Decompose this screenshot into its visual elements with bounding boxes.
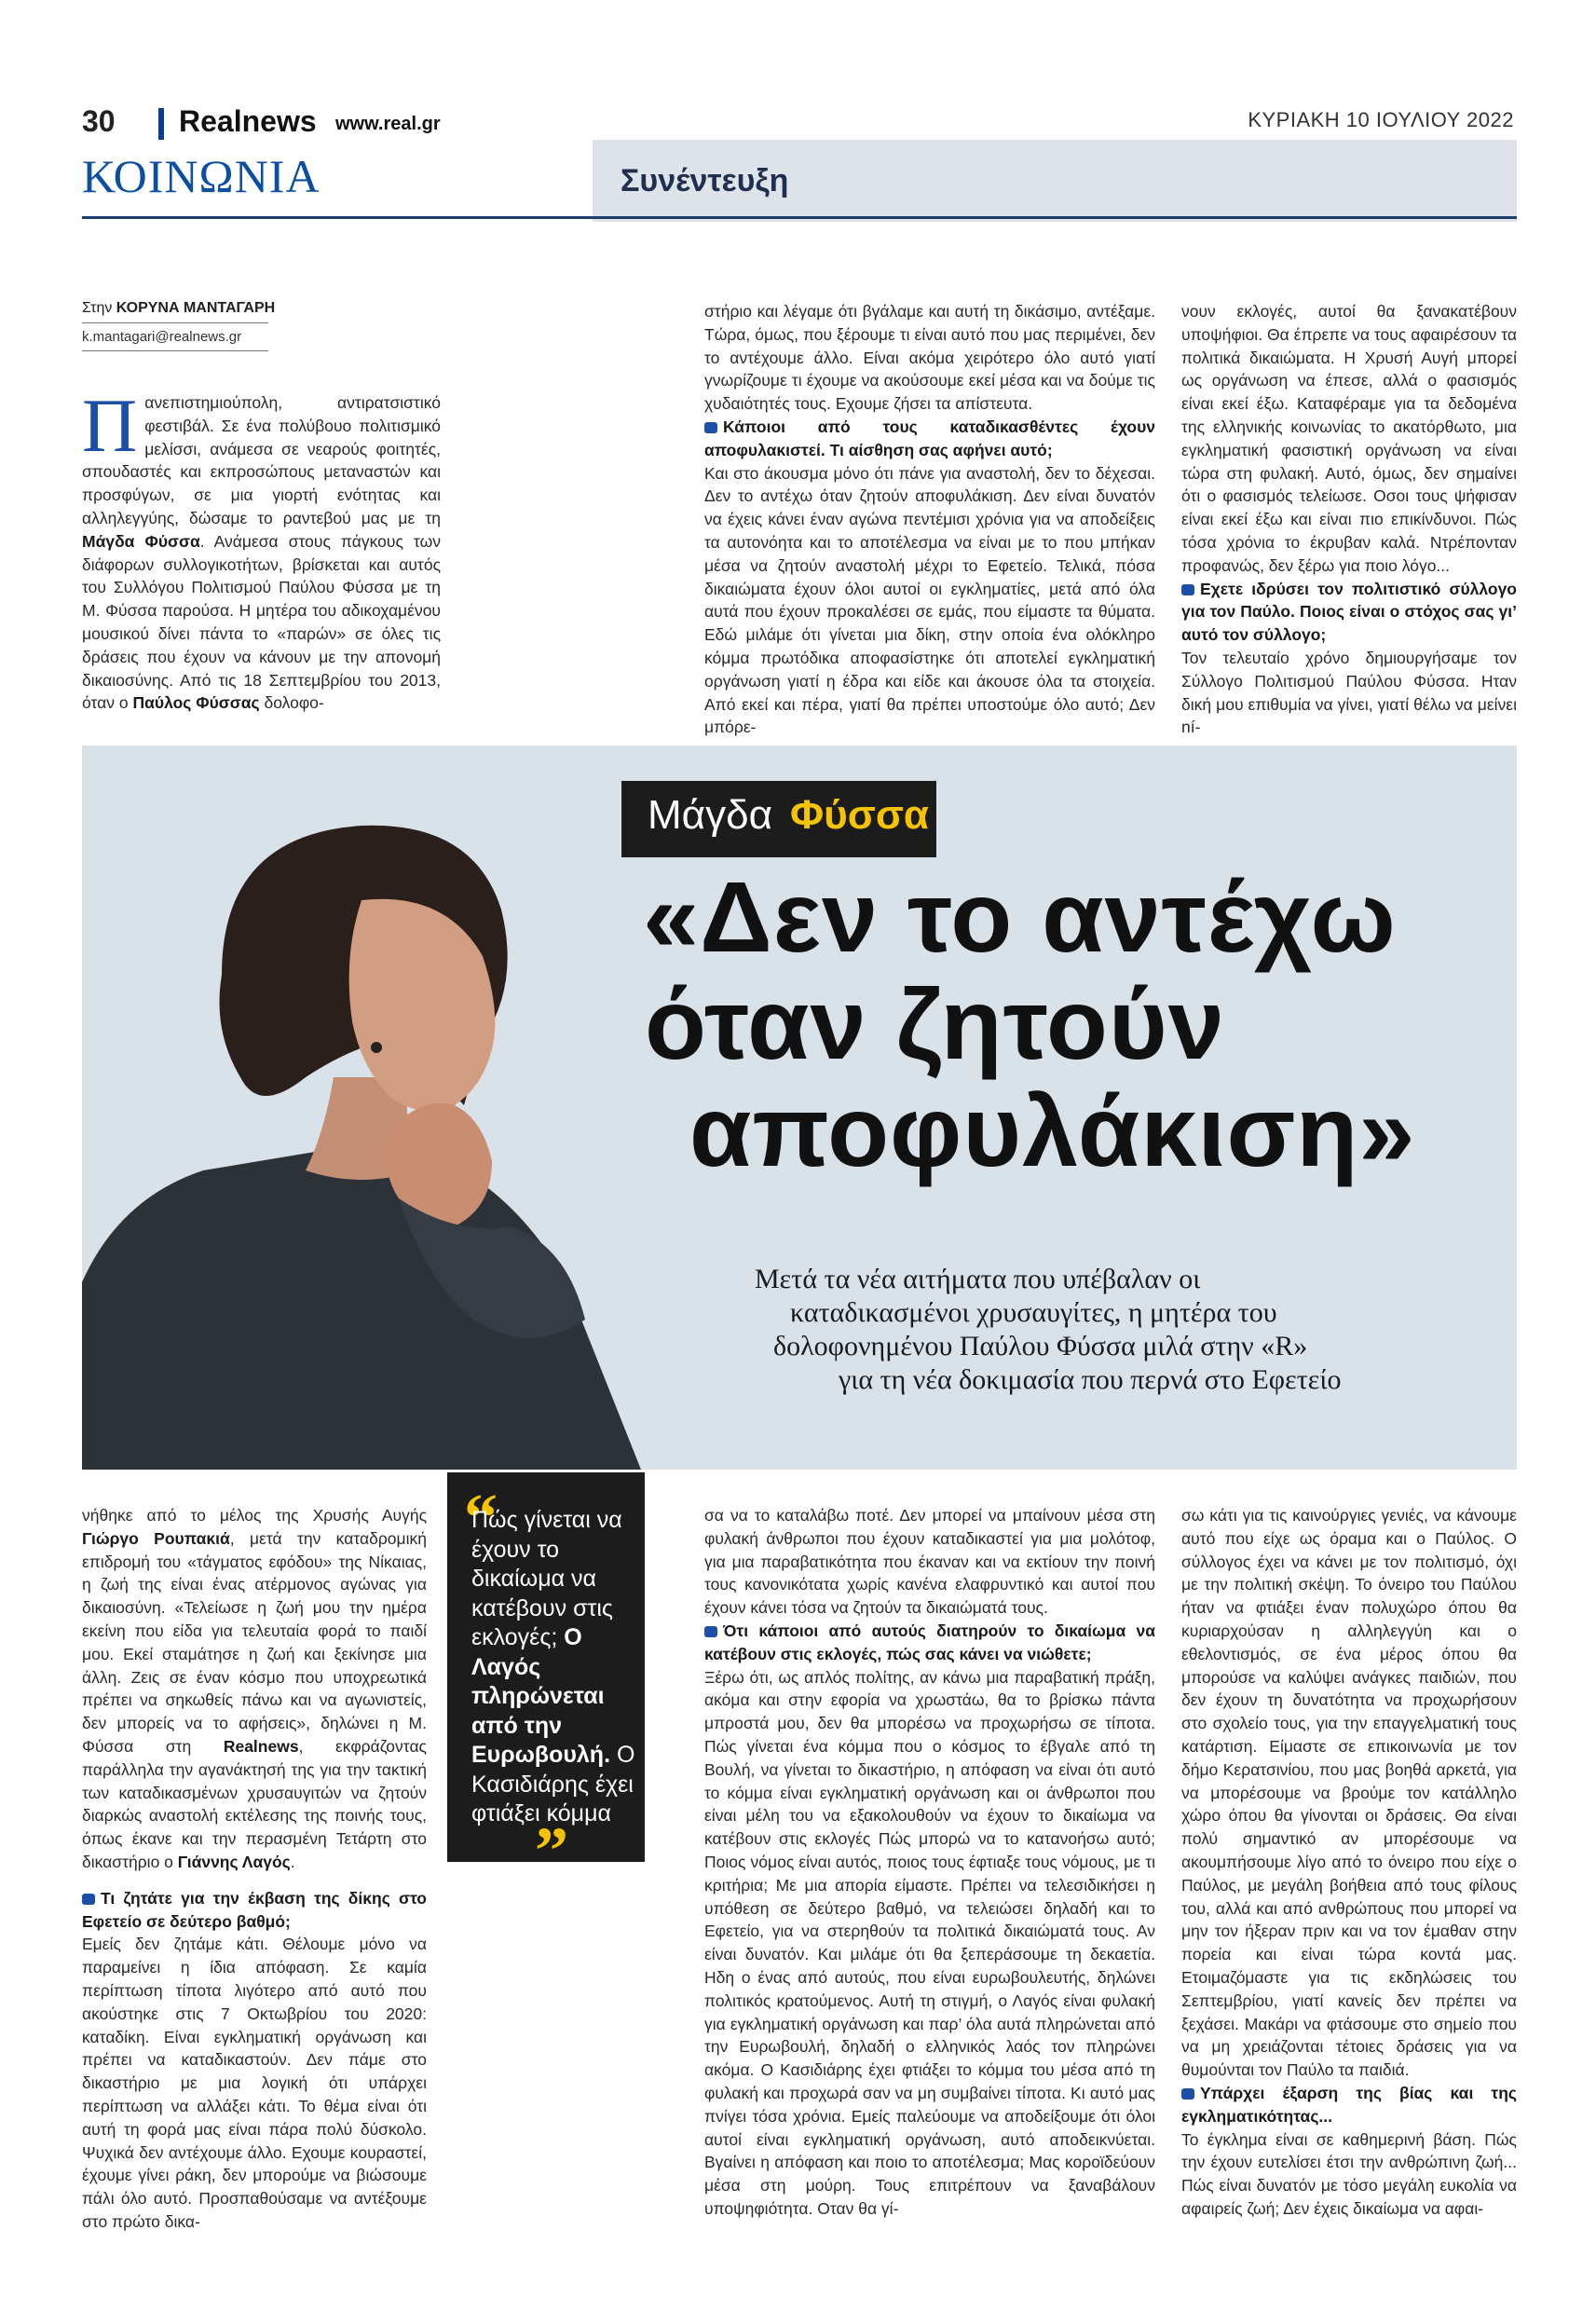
question-bullet-icon (704, 1626, 717, 1637)
open-quote-icon: “ (464, 1480, 498, 1554)
portrait-earring (371, 1042, 382, 1053)
section-rule (82, 216, 1517, 219)
bottom-column-1 (82, 1504, 427, 2234)
body-paragraph: σα να το καταλάβω ποτέ. Δεν μπορεί να μπαίνουν μέσα στη φυλακή άνθρωποι που έχουν καταδικαστεί για μια μολότοφ, για μια παραβατικότητα που έκαναν και να εκτίουν την ποινή τους κανονικότατα χωρίς κανένα ελαφρυντικό και αυτοί που έχουν κάνει τόσα να ζητούν τα δικαιώματά τους. (704, 1506, 1155, 1618)
byline-author: ΚΟΡΥΝΑ ΜΑΝΤΑΓΑΡΗ (116, 300, 276, 316)
headline-line-1: «Δεν το αντέχω (643, 860, 1397, 973)
question-bullet-icon (1181, 2088, 1194, 2100)
section-title: ΚΟΙΝΩΝΙΑ (82, 150, 321, 202)
close-quote-icon: ” (535, 1813, 568, 1888)
question: Υπάρχει έξαρση της βίας και της εγκληματικότητας... (1181, 2083, 1517, 2126)
pull-quote-text: Πώς γίνεται να έχουν το δικαίωμα να κατέβουν στις εκλογές; Ο Λαγός πληρώνεται από την Ευρωβουλή. Ο Κασιδιάρης έχει φτιάξει κόμμα (471, 1507, 635, 1826)
headline-line-2: όταν ζητούν (645, 967, 1225, 1080)
top-column-2 (704, 300, 1155, 739)
interviewee-last-name: Φύσσα (790, 792, 929, 838)
subheadline: Μετά τα νέα αιτήματα που υπέβαλαν οι καταδικασμένοι χρυσαυγίτες, η μητέρα του δολοφονημένου Παύλου Φύσσα μιλά στην «R» για τη νέα δοκιμασία που περνά στο Εφετείο (755, 1264, 1342, 1395)
question: Κάποιοι από τους καταδικασθέντες έχουν αποφυλακιστεί. Τι αίσθηση σας αφήνει αυτό; (704, 417, 1155, 459)
bottom-column-3 (1181, 1504, 1517, 2221)
drop-cap: Π (82, 383, 138, 468)
header-divider (158, 108, 164, 140)
byline-rule (82, 322, 268, 323)
body-paragraph: σω κάτι για τις καινούργιες γενιές, να κάνουμε αυτό που είχε ως όραμα και ο Παύλος. Ο σύλλογος έχει να κάνει με τον πολιτισμό, όχι με την πολιτική σκέψη. Το όνειρο του Παύλου ήταν να φτιάξει έναν πολυχώρο όπου θα κυριαρχούσαν η αλληλεγγύη και ο εθελοντισμός, σε ένα μέρος όπου θα μπορούσε να καλύψει ανάγκες παιδιών, που δεν έχουν τη δυνατότητα να προχωρήσουν στο σχολείο τους, για την επαγγελματική τους κατάρτιση. Είμαστε σε επικοινωνία με τον δήμο Κερατσινίου, που μας βοηθά αρκετά, για να μπορέσουμε να βρούμε τον κατάλληλο χώρο όπου θα γίνονται οι δράσεις. Θα είναι πολύ σημαντικό αν μπορέσουμε να ακουμπήσουμε λίγο από το όνειρο που είχε ο Παύλος, με μεγάλη βοήθεια από τους φίλους του, αλλά και από ανθρώπους που μπορεί να μην τον ήξεραν πριν και να τον έμαθαν στην πορεία και είναι τώρα κοντά μας. Ετοιμαζόμαστε για τις εκδηλώσεις του Σεπτεμβρίου, γιατί κανείς δεν πρέπει να ξεχάσει. Μακάρι να φτάσουμε στο σημείο που να μη χρειάζονται τέτοιες δράσεις για να θυμούνται τον Παύλο τα παιδιά. (1181, 1506, 1517, 2080)
rubric-label: Συνέντευξη (621, 163, 789, 198)
page-number: 30 (82, 104, 116, 138)
interviewee-first-name: Μάγδα (648, 792, 773, 838)
portrait-photo (82, 798, 660, 1470)
byline-block (82, 300, 441, 351)
site-url: www.real.gr (335, 114, 441, 134)
question-bullet-icon (82, 1894, 95, 1905)
headline-line-3: αποφυλάκιση» (689, 1074, 1416, 1187)
body-paragraph: νουν εκλογές, αυτοί θα ξανακατέβουν υποψήφιοι. Θα έπρεπε να τους αφαιρέσουν τα πολιτικά δικαιώματα. Η Χρυσή Αυγή μπορεί ως οργάνωση να έπεσε, αλλά ο φασισμός είναι εκεί έξω. Καταφέραμε για τα δεδομένα της ελληνικής κοινωνίας το ακατόρθωτο, μια εγκληματική φασιστική οργάνωση να είναι τώρα στη φυλακή. Αυτό, όμως, δεν σημαίνει ότι ο φασισμός τελείωσε. Οσοι τους ψήφισαν είναι εκεί έξω και είναι πιο επικίνδυνοι. Πώς τόσα χρόνια το έκρυβαν καλά. Ντρέπονταν προφανώς, δεν ξέρω για ποιο λόγο... (1181, 302, 1517, 575)
byline (82, 300, 441, 317)
body-paragraph: Ξέρω ότι, ως απλός πολίτης, αν κάνω μια παραβατική πράξη, ακόμα και στην εφορία να χρωστάω, θα το βρίσκω πάντα μπροστά μου, δεν θα μπορέσω να προχωρήσω σε τίποτα. Πώς γίνεται ένα κόμμα που ο κόσμος το έβγαλε από τη Βουλή, να γίνεται το δικαστήριο, η απόφαση να είναι ότι αυτό το κόμμα είναι εγκληματική οργάνωση και οι άνθρωποι που είναι μέλη του να εξακολουθούν να έχουν το δικαίωμα να κατέβουν στις εκλογές Πώς μπορώ να το κατανοήσω αυτό; Ποιος νόμος είναι αυτός, ποιος τους έφτιαξε τους νόμους, με τι κριτήρια; Με μια απορία είμαστε. Πρέπει να τελεσιδικήσει η υπόθεση σε δεύτερο βαθμό, να τελειώσει δηλαδή και το Εφετείο, για να στερηθούν τα πολιτικά δικαιώματά τους. Αν είναι δυνατόν. Και μιλάμε ότι θα ξεπεράσουμε τη δεκαετία. Ηδη ο ένας από αυτούς, που είναι ευρωβουλευτής, δηλώνει πολιτικός κρατούμενος. Αυτή τη στιγμή, ο Λαγός είναι φυλακή για εγκληματική οργάνωση και παρ’ όλα αυτά πληρώνεται από την Ευρωβουλή, δηλαδή ο ελληνικός λαός τον πληρώνει ακόμα. Ο Κασιδιάρης έχει φτιάξει το κόμμα του μέσα από τη φυλακή και προχωρά σαν να μη συμβαίνει τίποτα. Κι αυτό μας πνίγει τόσα χρόνια. Εμείς παλεύουμε να αποδείξουμε ότι όλοι αυτοί είναι εγκληματική οργάνωση, αυτό αποδεικνύεται. Βγαίνει η απόφαση και ποιο το αποτέλεσμα; Μας κοροϊδεύουν μέσα στη μούρη. Τους επιτρέπουν να ξαναβάλουν υποψηφιότητα. Οταν θα γί- (704, 1667, 1155, 2218)
issue-date: ΚΥΡΙΑΚΗ 10 ΙΟΥΛΙΟΥ 2022 (1248, 108, 1514, 131)
intro-paragraph: Πανεπιστημιούπολη, αντιρατσιστικό φεστιβάλ. Σε ένα πολύβουο πολιτισμικό μελίσσι, ανάμεσα σε νεαρούς φοιτητές, σπουδαστές και εκπροσώπους μεταναστών και προσφύγων, σε μια γιορτή ενότητας και αλληλεγγύης, δώσαμε το ραντεβού μας με τη Μάγδα Φύσσα. Ανάμεσα στους πάγκους των διάφορων συλλογικοτήτων, βρίσκεται και αυτός του Συλλόγου Πολιτισμού Παύλου Φύσσα με τη Μ. Φύσσα παρούσα. Η μητέρα του αδικοχαμένου μουσικού δίνει πάντα το «παρών» σε όλες τις δράσεις που έχουν να κάνουν με την απονομή δικαιοσύνης. Από τις 18 Σεπτεμβρίου του 2013, όταν ο Παύλος Φύσσας δολοφο- (82, 383, 441, 713)
top-column-3 (1181, 300, 1517, 739)
top-column-1 (82, 383, 441, 715)
body-paragraph: Εμείς δεν ζητάμε κάτι. Θέλουμε μόνο να παραμείνει η ίδια απόφαση. Σε καμία περίπτωση τίποτα λιγότερο από αυτό που ακούστηκε στις 7 Οκτωβρίου του 2020: καταδίκη. Είναι εγκληματική οργάνωση και πρέπει να καταδικαστούν. Δεν πάμε στο δικαστήριο με μια λογική ότι υπάρχει περίπτωση να αλλάξει κάτι. Το θέμα είναι ότι αυτή τη φορά μας είναι πάρα πολύ δύσκολο. Ψυχικά δεν αντέχουμε άλλο. Εχουμε κουραστεί, έχουμε γίνει ράκη, δεν μπορούμε να βιώσουμε πάλι όλο αυτό. Προσπαθούσαμε να αντέξουμε στο πρώτο δικα- (82, 1935, 427, 2231)
byline-rule-bottom (82, 350, 268, 351)
question-bullet-icon (1181, 584, 1194, 595)
question: Εχετε ιδρύσει τον πολιτιστικό σύλλογο για τον Παύλο. Ποιος είναι ο στόχος σας γι’ αυτό τον σύλλογο; (1181, 579, 1517, 645)
question: Ότι κάποιοι από αυτούς διατηρούν το δικαίωμα να κατέβουν στις εκλογές, πώς σας κάνει να νιώθετε; (704, 1621, 1155, 1663)
bottom-column-2 (704, 1504, 1155, 2221)
body-paragraph: νήθηκε από το μέλος της Χρυσής Αυγής Γιώργο Ρουπακιά, μετά την καταδρομική επιδρομή του «τάγματος εφόδου» της Νίκαιας, η ζωή της είναι ένας ατέρμονος αγώνας για δικαιοσύνη. «Τελείωσε η ζωή μου την ημέρα εκείνη που είδα για τελευταία φορά το παιδί μου. Εκεί σταμάτησε η ζωή και ξεκίνησε μια άλλη. Ζεις σε έναν κόσμο που υποχρεωτικά πρέπει να σηκωθείς πάνω και να αγωνιστείς, δεν μπορείς να το αφήσεις», δηλώνει η Μ. Φύσσα στη Realnews, εκφράζοντας παράλληλα την αγανάκτησή της για την τακτική των καταδικασμένων χρυσαυγιτών να ζητούν διαρκώς αναστολή εκτέλεσης της ποινής τους, όπως έκανε και την περασμένη Τετάρτη στο δικαστήριο ο Γιάννης Λαγός. (82, 1506, 427, 1871)
body-paragraph: στήριο και λέγαμε ότι βγάλαμε και αυτή τη δικάσιμο, αντέξαμε. Τώρα, όμως, που ξέρουμε τι είναι αυτό που μας περιμένει, δεν το αντέχουμε άλλο. Είναι ακόμα χειρότερο όλο αυτό γιατί γνωρίζουμε τι έχουμε να ακούσουμε εκεί μέσα και να δούμε τις χυδαιότητές τους. Εχουμε ζήσει τα απίστευτα. (704, 302, 1155, 414)
author-email[interactable]: k.mantagari@realnews.gr (82, 329, 242, 345)
body-paragraph: Και στο άκουσμα μόνο ότι πάνε για αναστολή, δεν το δέχεσαι. Δεν το αντέχω όταν ζητούν αποφυλάκιση. Δεν είναι δυνατόν να έχεις κάνει έναν αγώνα πεντέμισι χρόνια για να αποδείξεις τα αυτονόητα και το αποτέλεσμα να είναι με το που μπήκαν μέσα να ζητούν αναστολή μέχρι το Εφετείο. Τελικά, πόσα δικαιώματα έχουν όλοι αυτοί οι εγκληματίες, μετά από όλα αυτά που έχουν προκαλέσει σε εμάς, που είμαστε τα θύματα. Εδώ μιλάμε ότι γίνεται μια δίκη, στην οποία ένα ολόκληρο κόμμα πρωτόδικα αποφασίστηκε ότι αποτελεί εγκληματική οργάνωση γιατί η έδρα και είδε και άκουσε όλα τα στοιχεία. Από εκεί και πέρα, γιατί θα πρέπει υποστούμε όλο αυτό; Δεν μπόρε- (704, 463, 1155, 737)
body-paragraph: Το έγκλημα είναι σε καθημερινή βάση. Πώς την έχουν ευτελίσει έτσι την ανθρώπινη ζωή... Πώς είναι δυνατόν με τόσο μεγάλη ευκολία να αφαιρείς ζωή; Δεν έχεις δικαίωμα να αφαι- (1181, 2129, 1517, 2218)
question-bullet-icon (704, 422, 717, 433)
body-paragraph: Τον τελευταίο χρόνο δημιουργήσαμε τον Σύλλογο Πολιτισμού Παύλου Φύσσα. Ηταν δική μου επιθυμία να γίνει, γιατί θέλω να μείνει ní- (1181, 648, 1517, 737)
question: Τι ζητάτε για την έκβαση της δίκης στο Εφετείο σε δεύτερο βαθμό; (82, 1888, 427, 1931)
byline-prefix: Στην (82, 300, 113, 316)
brand-logo: Realnews (179, 104, 317, 138)
